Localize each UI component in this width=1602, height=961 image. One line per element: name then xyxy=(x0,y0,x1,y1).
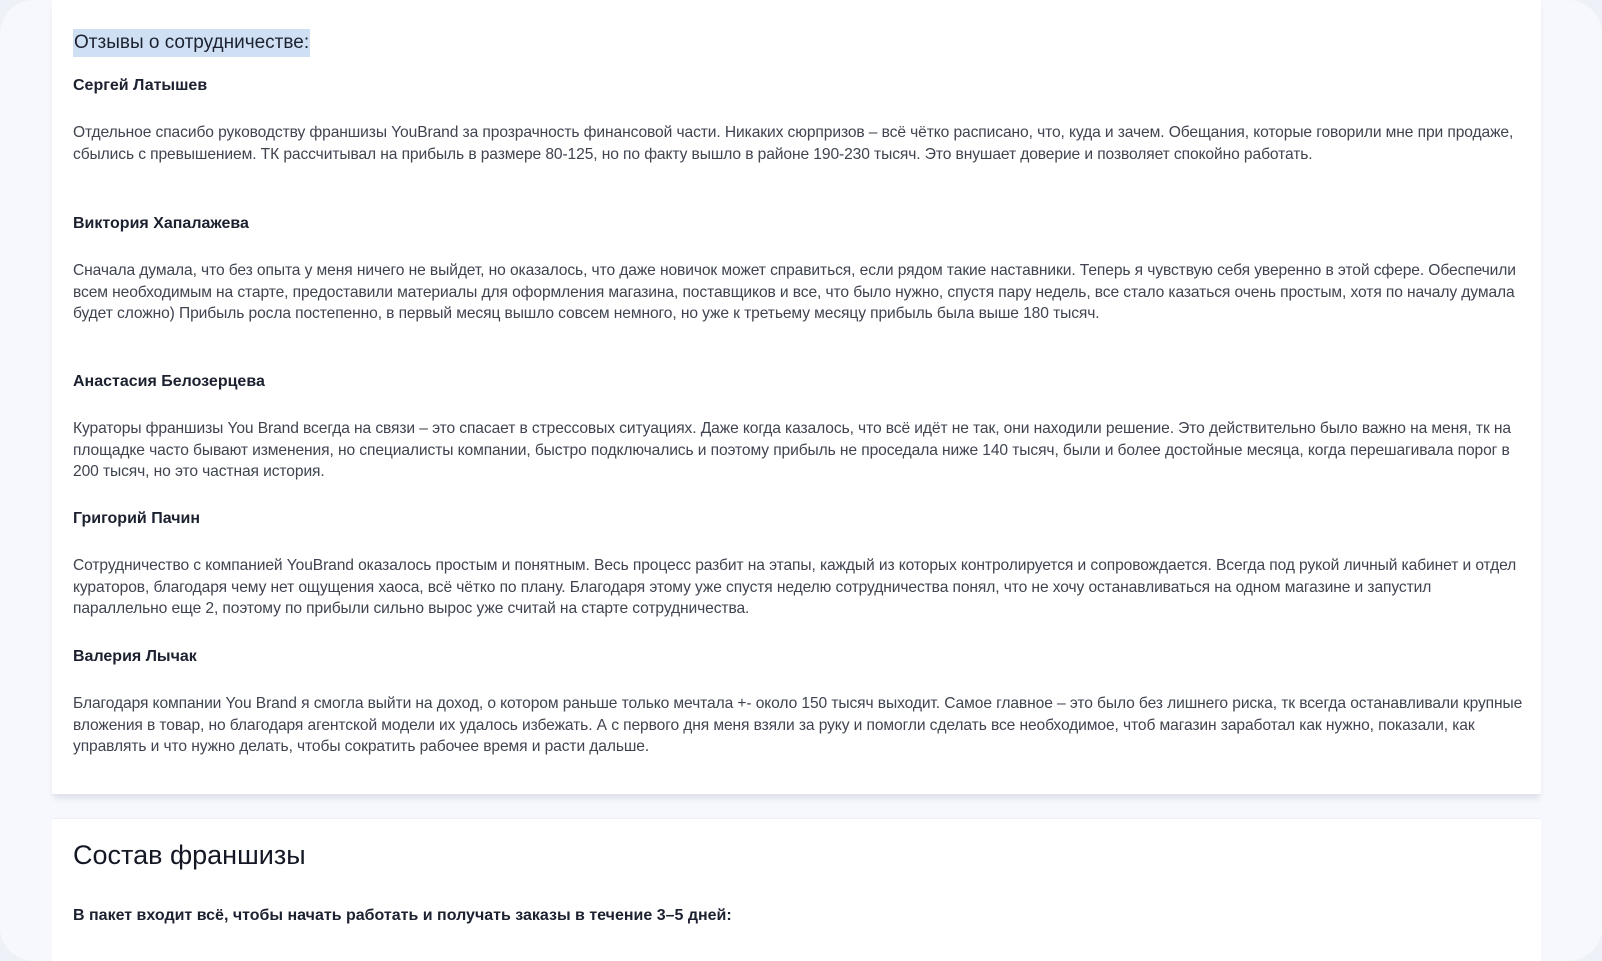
review-text: Сначала думала, что без опыта у меня ничего не выйдет, но оказалось, что даже новичок может справиться, если рядом такие наставники. Теперь я чувствую себя уверенно в этой сфере. Обеспечили всем необходимым на старте, предоставили материалы для оформления магазина, поставщиков и все, что было нужно, спустя пару недель, все стало казаться очень простым, хотя по началу думала будет сложно) Прибыль росла постепенно, в первый месяц вышло совсем немного, но уже к третьему месяцу прибыль была выше 180 тысяч. xyxy=(73,262,1516,322)
review-item xyxy=(73,76,1523,165)
review-item xyxy=(73,214,1523,325)
reviews-card xyxy=(52,0,1541,795)
review-item xyxy=(73,509,1523,620)
review-author: Сергей Латышев xyxy=(73,77,208,94)
review-text: Отдельное спасибо руководству франшизы YouBrand за прозрачность финансовой части. Никаких сюрпризов – всё чётко расписано, что, куда и зачем. Обещания, которые говорили мне при продаже, сбылись с превышением. ТК рассчитывал на прибыль в размере 80-125, но по факту вышло в районе 190-230 тысяч. Это внушает доверие и позволяет спокойно работать. xyxy=(73,124,1514,163)
review-author: Анастасия Белозерцева xyxy=(73,373,265,390)
review-text: Кураторы франшизы You Brand всегда на связи – это спасает в стрессовых ситуациях. Даже когда казалось, что всё идёт не так, они находили решение. Это действительно было важно на меня, тк на площадке часто бывают изменения, но специалисты компании, быстро подключались и поэтому прибыль не проседала ниже 140 тысяч, были и более достойные месяца, когда перешагивала порог в 200 тысяч, но это частная история. xyxy=(73,420,1511,480)
review-item xyxy=(73,372,1523,483)
cut-off-list-line xyxy=(73,957,773,961)
franchise-card xyxy=(52,818,1541,961)
reviews-heading xyxy=(73,32,310,54)
review-author: Виктория Хапалажева xyxy=(73,215,249,232)
reviews-heading-selection: Отзывы о сотрудничестве: xyxy=(73,29,310,57)
review-text: Сотрудничество с компанией YouBrand оказалось простым и понятным. Весь процесс разбит на этапы, каждый из которых контролируется и сопровождается. Всегда под рукой личный кабинет и отдел кураторов, благодаря чему нет ощущения хаоса, всё чётко по плану. Благодаря этому уже спустя неделю сотрудничества понял, что не хочу останавливаться на одном магазине и запустил параллельно еще 2, поэтому по прибыли сильно вырос уже считай на старте сотрудничества. xyxy=(73,557,1517,617)
franchise-title: Состав франшизы xyxy=(73,840,306,870)
review-author: Валерия Лычак xyxy=(73,648,197,665)
review-item xyxy=(73,647,1523,758)
review-text: Благодаря компании You Brand я смогла выйти на доход, о котором раньше только мечтала +- около 150 тысяч выходит. Самое главное – это было без лишнего риска, тк всегда останавливали крупные вложения в товар, но благодаря агентской модели их удалось избежать. А с первого дня меня взяли за руку и помогли сделать все необходимое, чтоб магазин заработал как нужно, показали, как управлять и что нужно делать, чтобы сократить рабочее время и расти дальше. xyxy=(73,695,1523,755)
franchise-subtitle: В пакет входит всё, чтобы начать работать и получать заказы в течение 3–5 дней: xyxy=(73,907,732,924)
review-author: Григорий Пачин xyxy=(73,510,200,527)
